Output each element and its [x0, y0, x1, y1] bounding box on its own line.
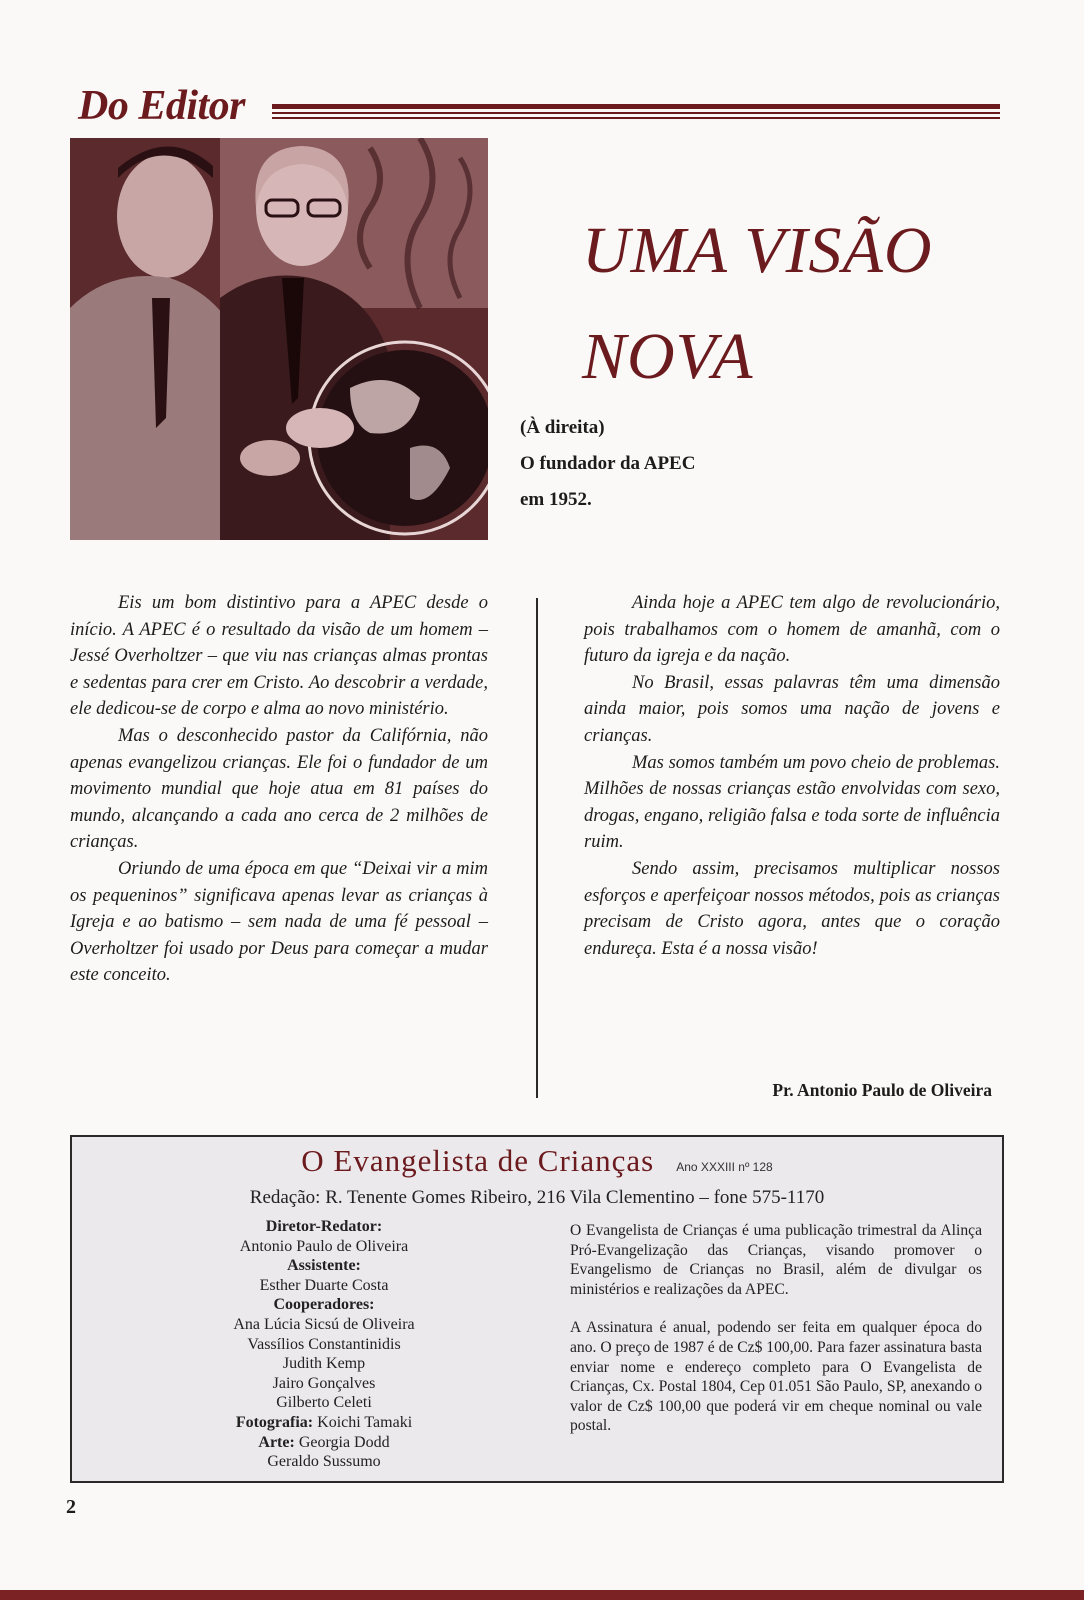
founder-photo — [70, 138, 488, 540]
assistant-name: Esther Duarte Costa — [259, 1276, 389, 1294]
article-column-left — [70, 590, 488, 989]
masthead-header — [72, 1143, 1002, 1179]
bottom-edge-strip — [0, 1590, 1084, 1600]
headline — [582, 198, 1002, 410]
article-paragraph: Sendo assim, precisamos multiplicar nossos esforços e aperfeiçoar nossos métodos, pois as crianças precisam de Cristo agora, antes que o coração endureça. Esta é a nossa visão! — [584, 858, 1000, 959]
article-paragraph: Oriundo de uma época em que “Deixai vir a mim os pequeninos” significava apenas levar as crianças à Igreja e ao batismo – sem nada de uma fé pessoal – Overholtzer foi usado por Deus para começar a mudar este conceito. — [70, 858, 488, 986]
cooperator-name: Judith Kemp — [282, 1355, 366, 1373]
about-paragraph: O Evangelista de Crianças é uma publicação trimestral da Alinça Pró-Evangelização das Crianças, visando promover o Evangelismo de Crianças no Brasil, além de divulgar os ministérios e realizações da APEC. — [570, 1222, 982, 1298]
section-title: Do Editor — [78, 83, 246, 129]
header-rule-thin-2 — [272, 117, 1000, 119]
director-name: Antonio Paulo de Oliveira — [239, 1237, 409, 1255]
cooperator-name: Jairo Gonçalves — [272, 1374, 376, 1392]
caption-line-3: em 1952. — [520, 489, 592, 510]
photo-credit-name: Koichi Tamaki — [317, 1413, 413, 1431]
staff-credits — [194, 1217, 454, 1472]
caption-line-2: O fundador da APEC — [520, 453, 696, 474]
header-rule-thick — [272, 104, 1000, 109]
director-label: Diretor-Redator: — [265, 1218, 383, 1235]
column-divider — [536, 598, 538, 1098]
page-number: 2 — [66, 1496, 76, 1518]
founder-photo-illustration — [70, 138, 488, 540]
art-credit-name-2: Geraldo Sussumo — [267, 1453, 381, 1471]
article-paragraph: Ainda hoje a APEC tem algo de revolucionário, pois trabalhamos com o homem de amanhã, com o futuro da igreja e da nação. — [584, 593, 1000, 667]
article-paragraph: Eis um bom distintivo para a APEC desde o início. A APEC é o resultado da visão de um homem – Jessé Overholtzer – que viu nas crianças almas prontas e sedentas para crer em Cristo. Ao descobrir a verdade, ele dedicou-se de corpo e alma ao novo ministério. — [70, 593, 488, 720]
cooperator-name: Gilberto Celeti — [276, 1394, 372, 1412]
publication-info — [570, 1221, 982, 1455]
cooperator-name: Vassílios Constantinidis — [247, 1335, 401, 1353]
cooperators-label: Cooperadores: — [273, 1296, 375, 1314]
author-signature: Pr. Antonio Paulo de Oliveira — [772, 1080, 992, 1100]
article-column-right — [584, 590, 1000, 962]
article-paragraph: Mas somos também um povo cheio de problemas. Milhões de nossas crianças estão envolvidas com sexo, drogas, engano, religião falsa e toda sorte de influência ruim. — [584, 752, 1000, 853]
subscription-paragraph: A Assinatura é anual, podendo ser feita em qualquer época do ano. O preço de 1987 é de Cz$ 100,00. Para fazer assinatura basta enviar nome e endereço completo para O Evangelista de Crianças, Cx. Postal 1804, Cep 01.051 São Paulo, SP, anexando o valor de Cz$ 100,00 que poderá vir em cheque nominal ou vale postal. — [570, 1319, 982, 1435]
photo-credit-label: Fotografia: — [235, 1413, 314, 1431]
art-credit-name: Georgia Dodd — [298, 1433, 390, 1451]
header-rule-thin — [272, 112, 1000, 114]
headline-line-1: UMA VISÃO — [582, 214, 933, 287]
art-credit-label: Arte: — [258, 1433, 295, 1451]
issue-number: Ano XXXIII nº 128 — [676, 1160, 773, 1174]
headline-line-2: NOVA — [582, 320, 754, 393]
publication-title: O Evangelista de Crianças — [301, 1143, 655, 1178]
article-paragraph: No Brasil, essas palavras têm uma dimensão ainda maior, pois somos uma nação de jovens e crianças. — [584, 672, 1000, 746]
editorial-address: Redação: R. Tenente Gomes Ribeiro, 216 Vila Clementino – fone 575-1170 — [249, 1187, 825, 1208]
masthead-box — [70, 1135, 1004, 1483]
article-paragraph: Mas o desconhecido pastor da Califórnia, não apenas evangelizou crianças. Ele foi o fundador de um movimento mundial que hoje atua em 81 países do mundo, alcançando a cada ano cerca de 2 milhões de crianças. — [70, 725, 488, 853]
cooperator-name: Ana Lúcia Sicsú de Oliveira — [233, 1315, 415, 1333]
assistant-label: Assistente: — [287, 1257, 361, 1275]
photo-caption — [520, 410, 695, 518]
caption-line-1: (À direita) — [520, 417, 605, 438]
